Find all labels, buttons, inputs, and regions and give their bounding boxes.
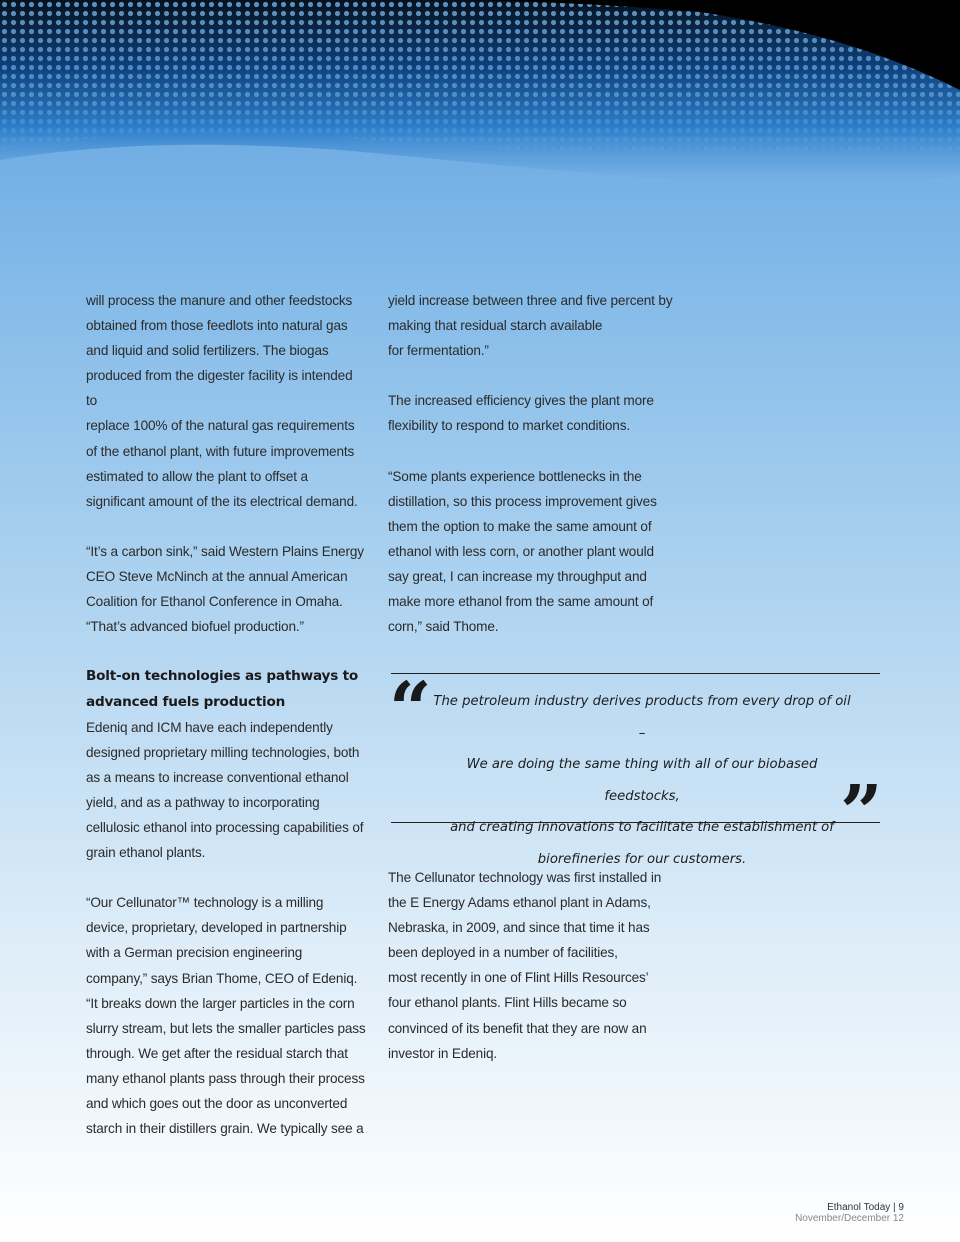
pullquote-text: The petroleum industry derives products from every drop of oil – We are doing the same thing with all of our biobased feedstocks, and creating innovations to facilitate the establishment of biorefineries for our customers.: [433, 694, 851, 867]
pullquote-bottom-rule: [391, 822, 880, 823]
right-article-column-top: [388, 288, 678, 639]
paragraph: “It’s a carbon sink,” said Western Plains Energy CEO Steve McNinch at the annual American Coalition for Ethanol Conference in Omaha. “That’s advanced biofuel production.”: [86, 543, 364, 635]
left-article-column: [86, 288, 366, 1141]
paragraph: The increased efficiency gives the plant more flexibility to respond to market conditions.: [388, 393, 654, 434]
open-quote-mark: “: [389, 667, 432, 753]
paragraph: will process the manure and other feedstocks obtained from those feedlots into natural gas and liquid and solid fertilizers. The biogas produced from the digester facility is intended to replace 100% of the natural gas requirements of the ethanol plant, with future improvements estimated to allow the plant to offset a significant amount of the its electrical demand.: [86, 293, 358, 509]
paragraph: “Some plants experience bottlenecks in the distillation, so this process improvement gives them the option to make the same amount of ethanol with less corn, or another plant would say great, I can increase my throughput and make more ethanol from the same amount of corn,” said Thome.: [388, 468, 657, 635]
close-quote-mark: ”: [840, 770, 883, 856]
paragraph: Edeniq and ICM have each independently designed proprietary milling technologies, both as a means to increase conventional ethanol yield, and as a pathway to incorporating cellulosic ethanol into processing capabilities of grain ethanol plants.: [86, 719, 364, 861]
section-subheading: Bolt-on technologies as pathways to advanced fuels production: [86, 668, 359, 710]
issue-date: November/December 12: [795, 1213, 904, 1224]
right-article-column-bottom: [388, 865, 678, 1066]
paragraph: “Our Cellunator™ technology is a milling device, proprietary, developed in partnership with a German precision engineering company,” says Brian Thome, CEO of Edeniq. “It breaks down the larger particles in the corn slurry stream, but lets the smaller particles pass through. We get after the residual starch that many ethanol plants pass through their process and which goes out the door as unconverted starch in their distillers grain. We typically see a: [86, 895, 366, 1137]
publication-and-page-number: Ethanol Today | 9: [827, 1202, 904, 1213]
paragraph: The Cellunator technology was first installed in the E Energy Adams ethanol plant in Adams, Nebraska, in 2009, and since that time it has been deployed in a number of facilities, most recently in one of Flint Hills Resources’ four ethanol plants. Flint Hills became so convinced of its benefit that they are now an investor in Edeniq.: [388, 870, 662, 1061]
pullquote-top-rule: [391, 673, 880, 674]
paragraph: yield increase between three and five percent by making that residual starch available for fermentation.”: [388, 293, 673, 359]
page-footer: [795, 1202, 904, 1224]
